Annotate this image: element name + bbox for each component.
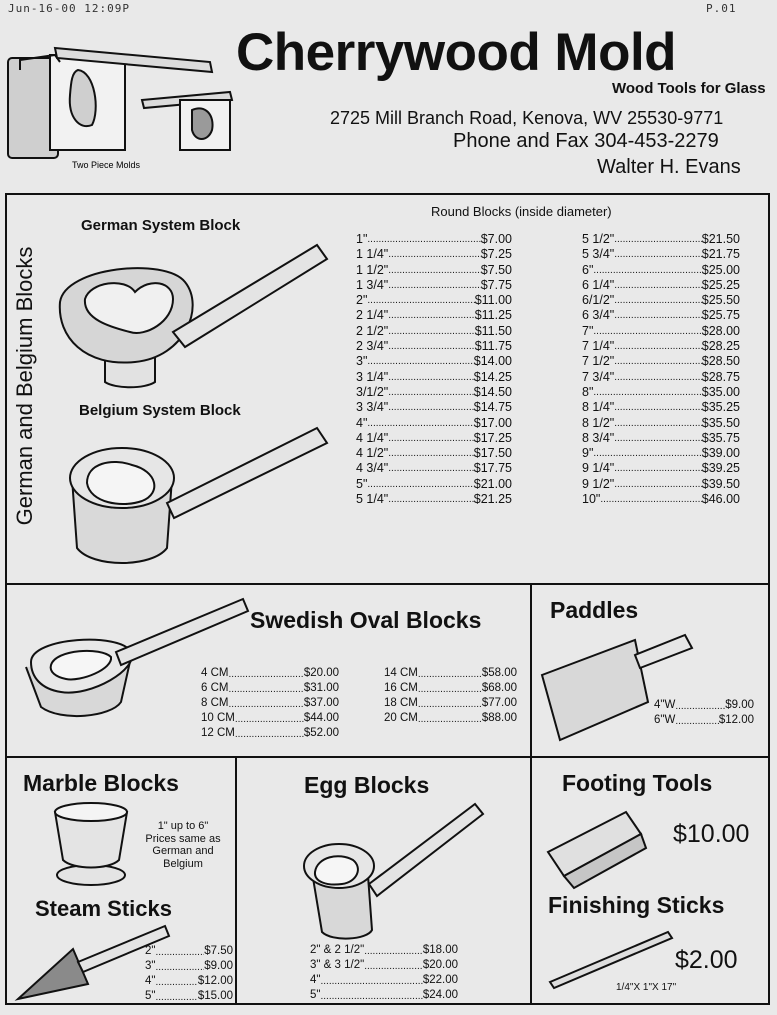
price-row [582,416,740,431]
size-label: 1 1/2" [356,262,389,277]
size-label: 4" [145,975,156,987]
price-label: $46.00 [701,492,740,507]
size-label: 3" [356,354,368,369]
finishing-title: Finishing Sticks [548,892,725,918]
size-label: 9 1/2" [582,476,615,491]
size-label: 5" [356,476,368,491]
price-label: $17.00 [473,415,512,430]
size-label: 8 CM [201,697,229,709]
price-label: $25.75 [701,308,740,323]
business-subtitle: Wood Tools for Glass [612,80,766,97]
size-label: 8 1/2" [582,415,615,430]
finishing-dimensions: 1/4"X 1"X 17" [616,982,677,993]
size-label: 10" [582,492,601,507]
price-label: $25.50 [701,293,740,308]
price-row [582,477,740,492]
size-label: 16 CM [384,682,418,694]
price-label: $31.00 [303,682,339,694]
fax-page: P.01 [706,2,737,15]
size-label: 2" [356,293,368,308]
price-label: $21.00 [473,476,512,491]
price-label: $17.50 [473,446,512,461]
marble-note-line: Prices same as [145,832,221,845]
illustration-caption: Two Piece Molds [72,160,141,170]
price-row [582,431,740,446]
size-label: 2 3/4" [356,339,389,354]
footing-finishing-section [530,756,770,1005]
business-phone: Phone and Fax 304-453-2279 [453,130,719,152]
price-row [654,699,754,714]
price-row [582,324,740,339]
size-label: 7 3/4" [582,369,615,384]
price-label: $7.50 [480,262,512,277]
price-row [356,477,512,492]
business-owner: Walter H. Evans [597,156,741,178]
price-row [310,959,458,974]
size-label: 3 1/4" [356,369,389,384]
price-row [582,339,740,354]
price-row [356,446,512,461]
price-label: $7.75 [480,277,512,292]
price-label: $58.00 [481,667,517,679]
size-label: 4"W [654,699,676,711]
price-row [582,278,740,293]
price-row [384,697,517,712]
price-label: $11.00 [474,293,512,308]
size-label: 7 1/2" [582,354,615,369]
price-row [582,308,740,323]
size-label: 4 1/2" [356,446,389,461]
price-label: $28.25 [701,339,740,354]
price-label: $18.00 [422,944,458,956]
price-row [582,385,740,400]
size-label: 8 3/4" [582,430,615,445]
two-piece-molds-illustration [0,0,240,180]
price-row [582,370,740,385]
price-row [356,293,512,308]
price-row [356,385,512,400]
price-row [582,293,740,308]
german-belgium-section [5,193,770,585]
size-label: 4 3/4" [356,461,389,476]
price-label: $9.00 [204,960,233,972]
belgium-system-label: Belgium System Block [79,402,241,419]
price-label: $37.00 [303,697,339,709]
steam-sticks-title: Steam Sticks [35,896,172,921]
size-label: 2 1/2" [356,323,389,338]
egg-list [310,944,458,1004]
size-label: 6 CM [201,682,229,694]
price-label: $21.50 [701,232,740,246]
price-row [582,400,740,415]
size-label: 4 1/4" [356,430,389,445]
size-label: 3 3/4" [356,400,389,415]
price-label: $88.00 [481,712,517,724]
size-label: 10 CM [201,712,235,724]
swedish-col2 [384,667,517,727]
marble-note-line: German and [152,845,214,857]
price-label: $11.75 [474,339,512,354]
round-blocks-col1 [356,232,512,507]
price-row [356,263,512,278]
price-label: $11.25 [474,308,512,323]
paddles-list [654,699,754,729]
price-row [201,682,339,697]
marble-note-line: 1" up to 6" [157,820,209,832]
size-label: 5" [145,990,156,1002]
price-row [356,354,512,369]
size-label: 7 1/4" [582,339,615,354]
price-row [201,697,339,712]
size-label: 14 CM [384,667,418,679]
price-label: $25.00 [701,262,740,277]
size-label: 6 3/4" [582,308,615,323]
price-row [384,682,517,697]
size-label: 6" [582,262,594,277]
price-row [582,263,740,278]
price-row [356,492,512,507]
price-label: $68.00 [481,682,517,694]
price-row [145,960,233,975]
price-label: $12.00 [197,975,233,987]
size-label: 4 CM [201,667,229,679]
size-label: 9" [582,446,594,461]
price-row [356,400,512,415]
size-label: 1 3/4" [356,277,389,292]
price-label: $39.00 [701,446,740,461]
price-row [145,945,233,960]
steam-list [145,945,233,1005]
footing-title: Footing Tools [562,770,713,796]
paddles-title: Paddles [550,597,639,623]
price-row [310,944,458,959]
price-row [356,247,512,262]
marble-block-illustration [43,800,143,890]
finishing-stick-illustration [548,930,678,990]
marble-note [133,820,233,870]
price-row [582,492,740,507]
german-block-illustration [55,237,335,397]
price-label: $7.50 [204,945,233,957]
size-label: 6 1/4" [582,277,615,292]
size-label: 9 1/4" [582,461,615,476]
price-label: $35.75 [701,430,740,445]
price-row [582,461,740,476]
price-row [356,416,512,431]
price-label: $28.50 [701,354,740,369]
footing-price: $10.00 [673,820,750,848]
price-label: $14.50 [473,384,512,399]
price-label: $7.25 [480,247,512,262]
price-row [582,446,740,461]
price-label: $35.00 [701,384,740,399]
price-row [201,727,339,742]
price-label: $52.00 [303,727,339,739]
price-label: $12.00 [718,714,754,726]
price-label: $14.75 [473,400,512,415]
price-label: $35.50 [701,415,740,430]
price-label: $25.25 [701,277,740,292]
price-label: $39.50 [701,476,740,491]
price-label: $11.50 [474,323,512,338]
price-label: $17.25 [473,430,512,445]
size-label: 6"W [654,714,676,726]
price-row [582,354,740,369]
size-label: 3" [145,960,156,972]
price-row [145,990,233,1005]
price-row [201,667,339,682]
finishing-price: $2.00 [675,946,738,974]
swedish-section [5,583,532,758]
price-label: $22.00 [422,974,458,986]
egg-title: Egg Blocks [304,772,430,798]
size-label: 8" [582,384,594,399]
price-row [356,431,512,446]
price-label: $9.00 [725,699,754,711]
german-system-label: German System Block [81,217,241,234]
price-label: $21.75 [701,247,740,262]
price-label: $24.00 [422,989,458,1001]
price-label: $35.25 [701,400,740,415]
business-title: Cherrywood Mold [236,23,677,82]
size-label: 7" [582,323,594,338]
size-label: 6/1/2" [582,293,615,308]
size-label: 3/1/2" [356,384,389,399]
round-blocks-title: Round Blocks (inside diameter) [431,204,612,219]
price-row [356,308,512,323]
price-row [356,370,512,385]
marble-title: Marble Blocks [23,770,179,796]
size-label: 3" & 3 1/2" [310,959,365,971]
price-label: $20.00 [303,667,339,679]
size-label: 5" [310,989,321,1001]
price-row [384,667,517,682]
price-row [356,461,512,476]
price-row [310,974,458,989]
egg-section [235,756,532,1005]
price-row [356,324,512,339]
price-row [356,232,512,247]
business-address: 2725 Mill Branch Road, Kenova, WV 25530-9771 [330,108,724,128]
footing-tool-illustration [546,804,656,894]
size-label: 12 CM [201,727,235,739]
size-label: 1" [356,232,368,246]
price-label: $20.00 [422,959,458,971]
price-label: $14.25 [473,369,512,384]
swedish-col1 [201,667,339,742]
round-blocks-col2 [582,232,740,507]
price-label: $39.25 [701,461,740,476]
size-label: 5 1/2" [582,232,615,246]
swedish-title: Swedish Oval Blocks [250,607,482,633]
marble-steam-section [5,756,237,1005]
price-label: $28.00 [701,323,740,338]
price-label: $15.00 [197,990,233,1002]
belgium-block-illustration [62,423,342,573]
price-label: $77.00 [481,697,517,709]
size-label: 2" & 2 1/2" [310,944,365,956]
price-row [384,712,517,727]
paddles-section [530,583,770,758]
price-label: $7.00 [480,232,512,246]
price-label: $14.00 [473,354,512,369]
size-label: 8 1/4" [582,400,615,415]
size-label: 2 1/4" [356,308,389,323]
price-row [201,712,339,727]
fax-date: Jun-16-00 12:09P [8,2,130,15]
price-label: $17.75 [473,461,512,476]
price-row [582,232,740,247]
size-label: 4" [356,415,368,430]
price-label: $21.25 [473,492,512,507]
price-label: $28.75 [701,369,740,384]
size-label: 5 1/4" [356,492,389,507]
price-row [145,975,233,990]
marble-note-line: Belgium [163,857,203,870]
german-belgium-side-label: German and Belgium Blocks [12,246,37,526]
egg-block-illustration [287,802,487,942]
price-row [654,714,754,729]
price-row [310,989,458,1004]
price-label: $44.00 [303,712,339,724]
size-label: 20 CM [384,712,418,724]
price-row [582,247,740,262]
size-label: 2" [145,945,156,957]
size-label: 5 3/4" [582,247,615,262]
size-label: 1 1/4" [356,247,389,262]
size-label: 18 CM [384,697,418,709]
price-row [356,278,512,293]
price-row [356,339,512,354]
size-label: 4" [310,974,321,986]
